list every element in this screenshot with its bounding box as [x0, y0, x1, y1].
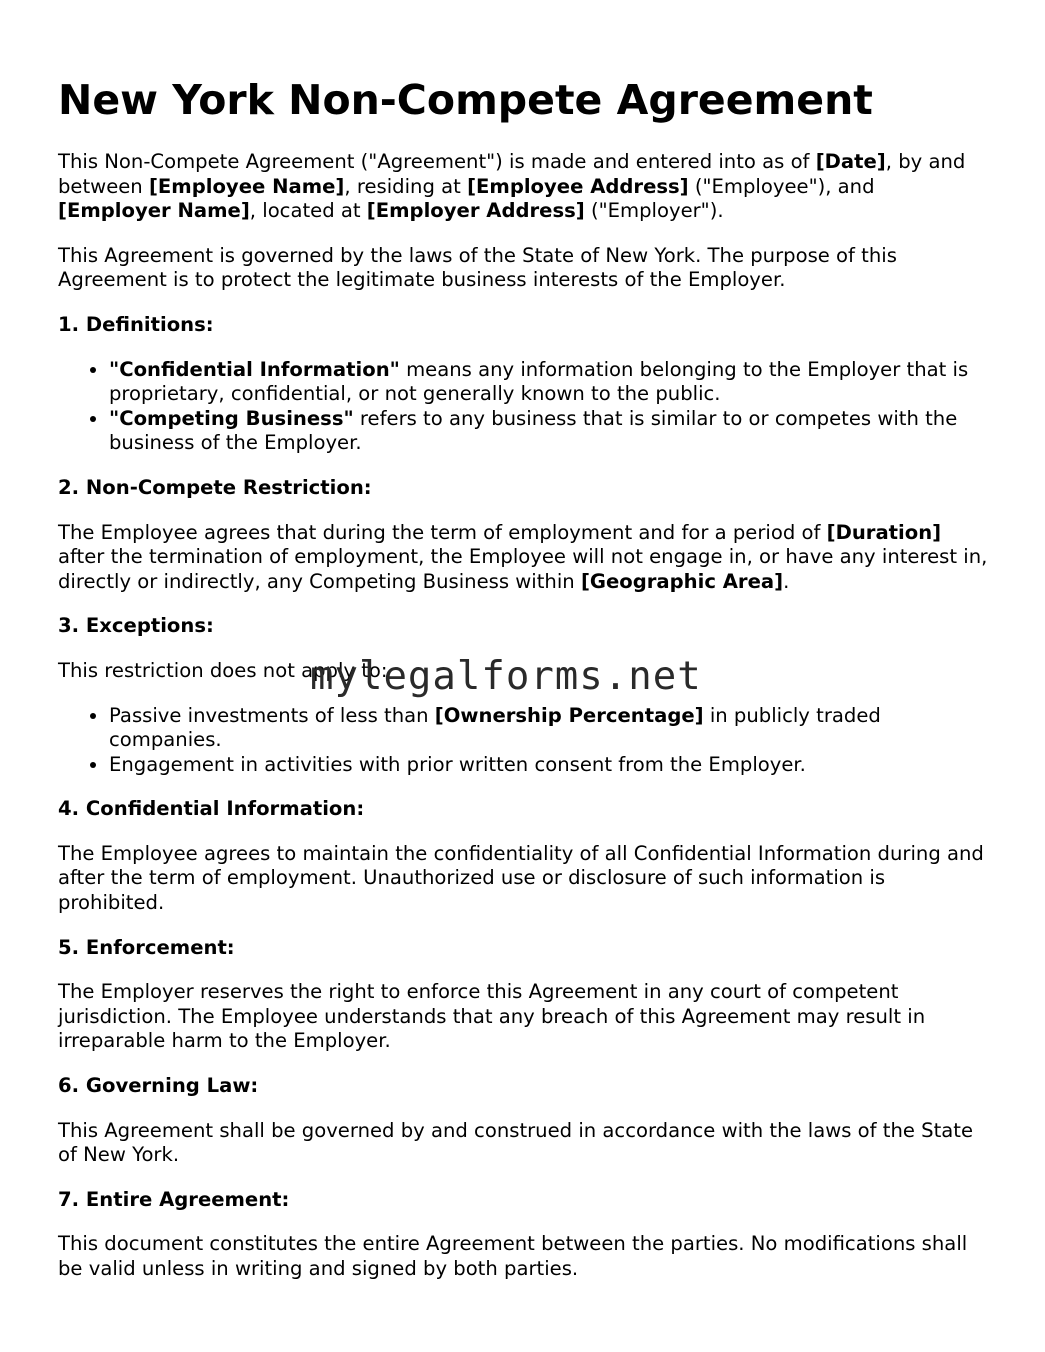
governing-law-paragraph: This Agreement shall be governed by and construed in accordance with the laws of the State of New York.	[58, 1118, 974, 1167]
purpose-paragraph: This Agreement is governed by the laws of the State of New York. The purpose of this Agreement is to protect the legitimate business interests of the Employer.	[58, 243, 897, 292]
list-item: • "Competing Business" refers to any business that is similar to or competes with the business of the Employer.	[109, 407, 988, 456]
employee-address-placeholder: [Employee Address]	[467, 174, 689, 198]
list-item: • "Confidential Information" means any information belonging to the Employer that is proprietary, confidential, or not generally known to the public.	[109, 358, 988, 407]
exceptions-list	[58, 704, 988, 778]
employer-name-placeholder: [Employer Name]	[58, 199, 250, 223]
section-heading-confidential: 4. Confidential Information:	[58, 797, 365, 821]
date-placeholder: [Date]	[815, 150, 886, 173]
duration-placeholder: [Duration]	[826, 520, 942, 544]
document-body	[58, 150, 988, 1302]
geographic-area-placeholder: [Geographic Area]	[580, 569, 784, 593]
definition-term: "Competing Business"	[109, 406, 354, 430]
section-heading-entire-agreement: 7. Entire Agreement:	[58, 1187, 290, 1211]
page-title: New York Non-Compete Agreement	[58, 76, 873, 124]
restriction-paragraph: The Employee agrees that during the term of employment and for a period of [Duration] after the termination of employment, the Employee will not engage in, or have any interest in, directly or indirectly, any Competing Business within [Geographic Area].	[58, 520, 988, 593]
definitions-list	[58, 358, 988, 456]
section-heading-enforcement: 5. Enforcement:	[58, 935, 235, 959]
section-heading-governing-law: 6. Governing Law:	[58, 1074, 259, 1098]
list-item: • Engagement in activities with prior written consent from the Employer.	[109, 753, 988, 778]
intro-paragraph: This Non-Compete Agreement ("Agreement") is made and entered into as of [Date], by and between [Employee Name], residing at [Employee Address] ("Employee"), and [Employer Name], located at [Employer Address] ("Employer").	[58, 150, 966, 223]
watermark: mylegalforms.net	[310, 654, 702, 699]
enforcement-paragraph: The Employer reserves the right to enforce this Agreement in any court of competent jurisdiction. The Employee understands that any breach of this Agreement may result in irreparable harm to the Employer.	[58, 980, 926, 1053]
section-heading-definitions: 1. Definitions:	[58, 312, 214, 336]
employee-name-placeholder: [Employee Name]	[148, 174, 345, 198]
section-heading-exceptions: 3. Exceptions:	[58, 614, 214, 638]
entire-agreement-paragraph: This document constitutes the entire Agreement between the parties. No modifications shall be valid unless in writing and signed by both parties.	[58, 1232, 968, 1280]
ownership-percentage-placeholder: [Ownership Percentage]	[434, 703, 704, 727]
list-item: • Passive investments of less than [Ownership Percentage] in publicly traded companies.	[109, 704, 988, 753]
definition-term: "Confidential Information"	[109, 357, 400, 381]
employer-address-placeholder: [Employer Address]	[366, 199, 585, 223]
section-heading-restriction: 2. Non-Compete Restriction:	[58, 475, 372, 499]
confidential-paragraph: The Employee agrees to maintain the confidentiality of all Confidential Information during and after the term of employment. Unauthorized use or disclosure of such information is prohibited.	[58, 841, 984, 915]
exceptions-lead: This restriction does not apply to:	[58, 658, 388, 682]
